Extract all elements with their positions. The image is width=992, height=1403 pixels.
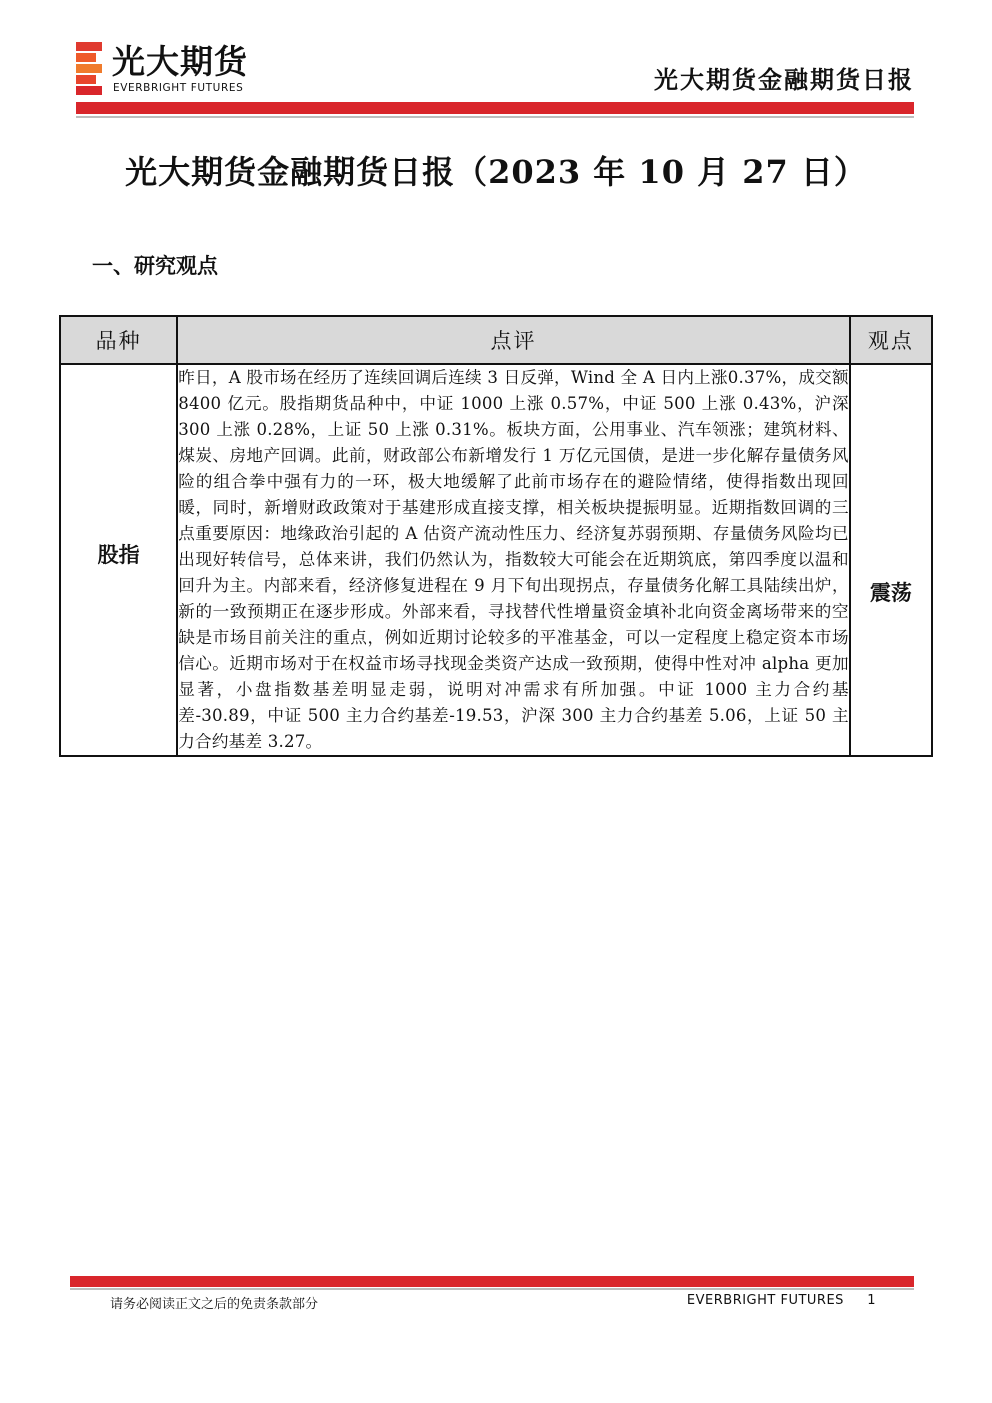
header-red-rule (76, 102, 914, 114)
footer-brand (687, 1293, 876, 1308)
logo-mark-icon (76, 42, 104, 98)
comment-cell (177, 364, 850, 756)
footer-brand-name: EVERBRIGHT FUTURES (686, 1293, 844, 1308)
comment-text: 昨日，A 股市场在经历了连续回调后连续 3 日反弹，Wind 全 A 日内上涨0.37%，成交额 8400 亿元。股指期货品种中，中证 1000 上涨 0.57%，中证 500 上涨 0.43%，沪深 300 上涨 0.28%，上证 50 上涨 0.31%。板块方面，公用事业、汽车领涨；建筑材料、煤炭、房地产回调。此前，财政部公布新增发行 1 万亿元国债，是进一步化解存量债务风险的组合拳中强有力的一环，极大地缓解了此前市场存在的避险情绪，使得指数出现回暖，同时，新增财政政策对于基建形成直接支撑，相关板块提振明显。近期指数回调的三点重要原因：地缘政治引起的 A 估资产流动性压力、经济复苏弱预期、存量债务风险均已出现好转信号，总体来讲，我们仍然认为，指数较大可能会在近期筑底，第四季度以温和回升为主。内部来看，经济修复进程在 9 月下旬出现拐点，存量债务化解工具陆续出炉，新的一致预期正在逐步形成。外部来看，寻找替代性增量资金填补北向资金离场带来的空缺是市场目前关注的重点，例如近期讨论较多的平准基金，可以一定程度上稳定资本市场信心。近期市场对于在权益市场寻找现金类资产达成一致预期，使得中性对冲 alpha 更加显著，小盘指数基差明显走弱，说明对冲需求有所加强。中证 1000 主力合约基差-30.89，中证 500 主力合约基差-19.53，沪深 300 主力合约基差 5.06，上证 50 主力合约基差 3.27。 (178, 368, 849, 751)
view-label: 震荡 (869, 580, 912, 605)
logo-chinese-name: 光大期货 (112, 42, 248, 81)
footer-disclaimer: 请务必阅读正文之后的免责条款部分 (110, 1297, 319, 1312)
document-title: 光大期货金融期货日报（2023 年 10 月 27 日） (125, 153, 867, 191)
research-view-table (59, 315, 933, 757)
header-variety: 品种 (60, 316, 177, 364)
table-header-row (60, 316, 932, 364)
view-cell (850, 364, 932, 756)
logo-english-name: EVERBRIGHT FUTURES (113, 82, 244, 94)
page-number: 1 (867, 1293, 876, 1308)
company-logo (76, 42, 296, 98)
table-row (60, 364, 932, 756)
section-heading: 一、研究观点 (92, 253, 218, 278)
footer-red-rule (70, 1276, 914, 1287)
page-header (0, 0, 992, 130)
header-view: 观点 (850, 316, 932, 364)
variety-label: 股指 (97, 542, 140, 567)
footer-gray-rule (70, 1288, 914, 1290)
header-report-name: 光大期货金融期货日报 (654, 65, 914, 94)
header-comment: 点评 (177, 316, 850, 364)
variety-cell (60, 364, 177, 756)
header-gray-rule (76, 116, 914, 118)
